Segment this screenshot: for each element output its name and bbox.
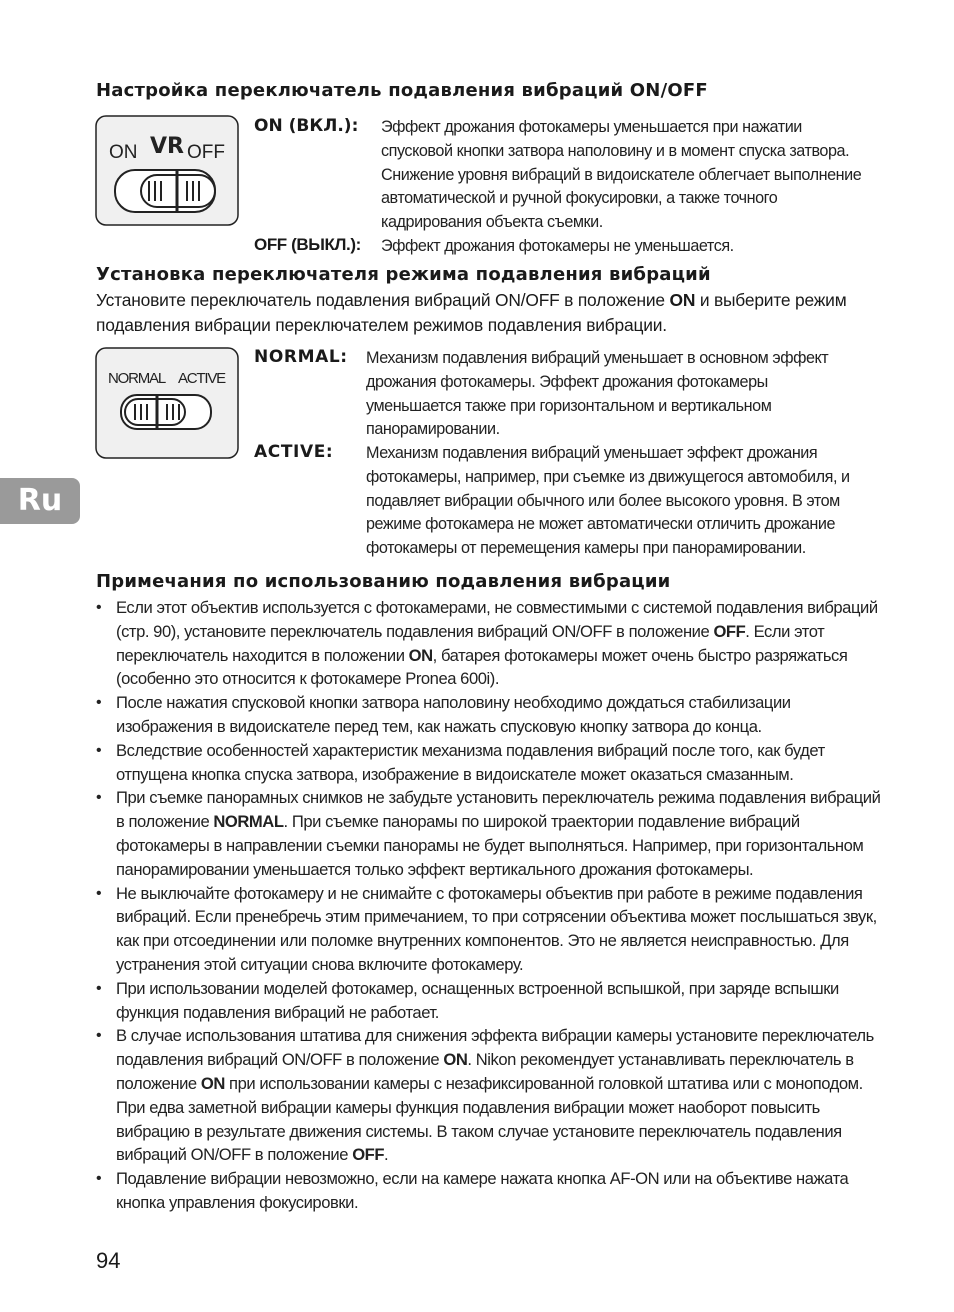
- vr-on-off-switch-illustration: [95, 115, 239, 226]
- list-item: • При съемке панорамных снимков не забудьте установить переключатель режима подавления вибраций в положение NORMAL. При съемке панорамы по широкой траектории подавление вибраций фотокамеры в направлении съемки панорамы не будет выполняться. Например, при горизонтальном панорамировании уменьшается только эффект вертикального дрожания фотокамеры.: [96, 786, 886, 881]
- on-term: ON (ВКЛ.):: [254, 116, 359, 136]
- switch-label-normal: NORMAL: [108, 370, 165, 387]
- switch-label-off: OFF: [187, 142, 225, 163]
- list-item: • После нажатия спусковой кнопки затвора наполовину необходимо дождаться стабилизации изображения в видоискателе перед тем, как нажать спусковую кнопку затвора до конца.: [96, 691, 886, 739]
- page-number: 94: [96, 1248, 121, 1273]
- switch-label-vr: VR: [150, 134, 184, 159]
- switch-label-active: ACTIVE: [178, 370, 225, 387]
- list-item: • Не выключайте фотокамеру и не снимайте с фотокамеры объектив при работе в режиме подавления вибраций. Если пренебречь этим примечанием, то при сотрясении объектива может послышаться звук, как при отсоединении или поломке внутренних компонентов. Это не является неисправностью. Для устранения этой ситуации снова включите фотокамеру.: [96, 882, 886, 977]
- section-title-notes: Примечания по использованию подавления вибрации: [96, 571, 671, 592]
- list-item: • В случае использования штатива для снижения эффекта вибрации камеры установите переключатель подавления вибраций ON/OFF в положение ON. Nikon рекомендует устанавливать переключатель в положение ON при использовании камеры с незафиксированной головкой штатива или с моноподом. При едва заметной вибрации камеры функция подавления вибрации может наоборот повысить вибрацию в результате движения системы. В таком случае установите переключатель подавления вибраций ON/OFF в положение OFF.: [96, 1024, 886, 1167]
- vr-mode-switch-illustration: [95, 347, 239, 459]
- list-item: • Подавление вибрации невозможно, если на камере нажата кнопка AF-ON или на объективе нажата кнопка управления фокусировки.: [96, 1167, 886, 1215]
- off-term: OFF (ВЫКЛ.):: [254, 235, 361, 254]
- normal-term: NORMAL:: [254, 347, 348, 367]
- list-item: • Если этот объектив используется с фотокамерами, не совместимыми с системой подавления вибраций (стр. 90), установите переключатель подавления вибраций ON/OFF в положение OFF. Если этот переключатель находится в положении ON, батарея фотокамеры может очень быстро разряжаться (особенно это относится к фотокамере Pronea 600i).: [96, 596, 886, 691]
- active-term: ACTIVE:: [254, 442, 334, 462]
- notes-list: [96, 596, 886, 1215]
- on-description: Эффект дрожания фотокамеры уменьшается при нажатии спусковой кнопки затвора наполовину и в момент спуска затвора. Снижение уровня вибраций в видоискателе облегчает выполнение автоматической и ручной фокусировки, а также точного кадрирования объекта съемки.: [381, 118, 862, 232]
- vr-mode-intro: Установите переключатель подавления вибраций ON/OFF в положение ON и выберите режим подавления вибрации переключателем режимов подавления вибрации.: [96, 290, 847, 335]
- off-description: Эффект дрожания фотокамеры не уменьшается.: [381, 237, 734, 255]
- list-item: • Вследствие особенностей характеристик механизма подавления вибраций после того, как будет отпущена кнопка спуска затвора, изображение в видоискателе может оказаться смазанным.: [96, 739, 886, 787]
- section-title-vr-mode: Установка переключателя режима подавления вибраций: [96, 264, 711, 285]
- normal-description: Механизм подавления вибраций уменьшает в основном эффект дрожания фотокамеры. Эффект дрожания фотокамеры уменьшается также при горизонтальном и вертикальном панорамировании.: [366, 349, 829, 439]
- list-item: • При использовании моделей фотокамер, оснащенных встроенной вспышкой, при заряде вспышки функция подавления вибраций не работает.: [96, 977, 886, 1025]
- section-title-vr-switch: Настройка переключатель подавления вибраций ON/OFF: [96, 80, 708, 101]
- language-tab-ru: Ru: [0, 478, 80, 524]
- active-description: Механизм подавления вибраций уменьшает эффект дрожания фотокамеры, например, при съемке из движущегося автомобиля, и подавляет вибрации обычного или более высокого уровня. В этом режиме фотокамера не может автоматически отличить дрожание фотокамеры от перемещения камеры при панорамировании.: [366, 444, 850, 558]
- switch-label-on: ON: [109, 142, 138, 163]
